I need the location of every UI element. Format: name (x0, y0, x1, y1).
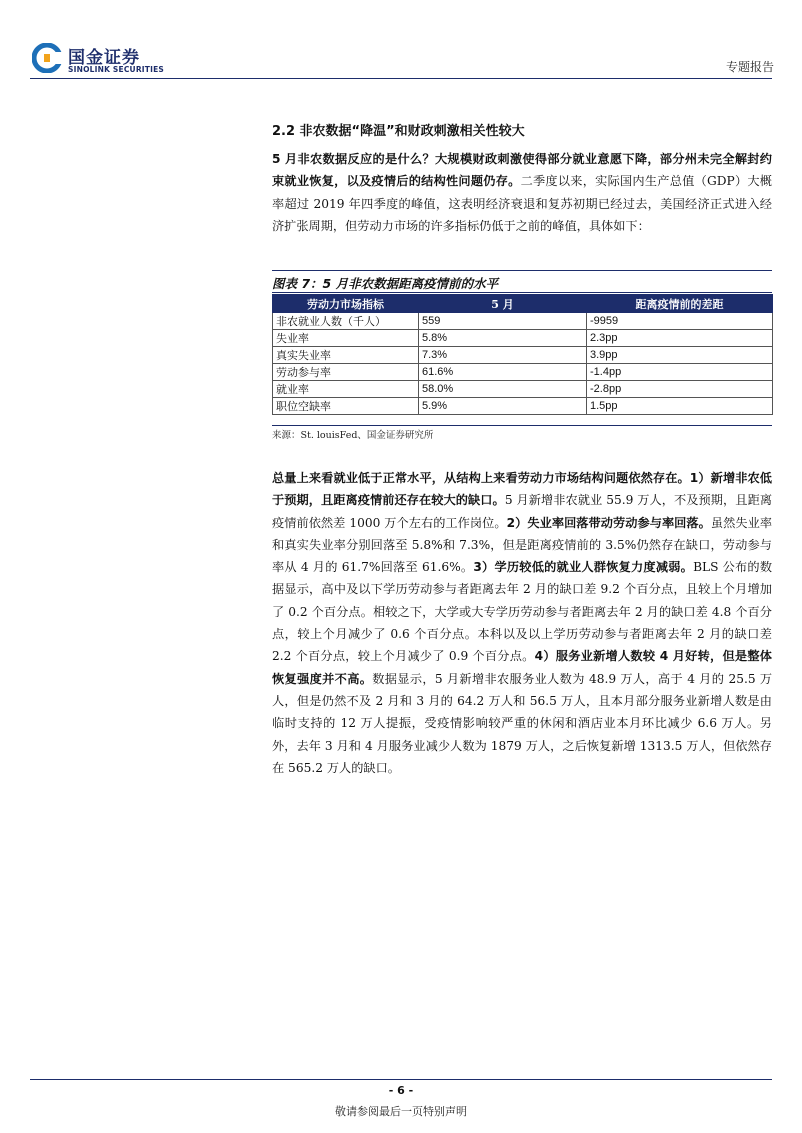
logo-chinese-name: 国金证券 (68, 48, 140, 68)
table-cell-value: 58.0% (419, 381, 587, 398)
table-row (273, 381, 773, 398)
sinolink-logo-icon (32, 43, 62, 73)
table-cell-indicator: 真实失业率 (273, 347, 419, 364)
table-row (273, 313, 773, 330)
table-cell-indicator: 职位空缺率 (273, 398, 419, 415)
table-cell-gap: 1.5pp (587, 398, 773, 415)
table-header-cell: 距离疫情前的差距 (587, 295, 773, 313)
table-cell-gap: 2.3pp (587, 330, 773, 347)
analysis-text-3: BLS 公布的数据显示，高中及以下学历劳动参与者距离去年 2 月的缺口差 9.2 个百分点，且较上个月增加了 0.2 个百分点。相较之下，大学或大专学历劳动参与者距离去年 2 月的缺口差 4.8 个百分点，较上个月减少了 0.6 个百分点。本科以及以上学历劳动参与者距离去年 2 月的缺口差 2.2 个百分点，较上个月减少了 0.9 个百分点。 (272, 560, 773, 664)
table-row (273, 398, 773, 415)
section-title: 2.2 非农数据“降温”和财政刺激相关性较大 (272, 124, 525, 139)
analysis-bold-2: 2）失业率回落带动劳动参与率回落。 (506, 515, 711, 530)
table-row (273, 330, 773, 347)
table-cell-value: 559 (419, 313, 587, 330)
header-divider (30, 78, 772, 79)
table-cell-gap: -9959 (587, 313, 773, 330)
page-number: - 6 - (388, 1084, 414, 1097)
table-header-row (273, 295, 773, 313)
table-header-cell: 5 月 (419, 295, 587, 313)
analysis-bold-4: 4）服务业新增人数较 4 月好转，但是整体恢复强度并不高。 (272, 649, 772, 686)
figure-title: 图表 7：5 月非农数据距离疫情前的水平 (272, 276, 499, 291)
paragraph-intro-body: 二季度以来，实际国内生产总值（GDP）大概率超过 2019 年四季度的峰值，这表明经济衰退和复苏初期已经过去，美国经济正式进入经济扩张周期，但劳动力市场的许多指标仍低于之前的峰值，具体如下： (272, 174, 772, 233)
table-row (273, 347, 773, 364)
page-header (28, 40, 774, 80)
analysis-text-4: 数据显示，5 月新增非农服务业人数为 48.9 万人，高于 4 月的 25.5 万人，但是仍然不及 2 月和 3 月的 64.2 万人和 56.5 万人，且本月部分服务业新增人数是由临时支持的 12 万人提振，受疫情影响较严重的休闲和酒店业本月环比减少 6.6 万人。另外，去年 3 月和 4 月服务业减少人数为 1879 万人，之后恢复新增 1313.5 万人，但依然存在 565.2 万人的缺口。 (272, 671, 773, 775)
table-cell-gap: -2.8pp (587, 381, 773, 398)
table-cell-indicator: 就业率 (273, 381, 419, 398)
figure-top-rule (272, 270, 772, 271)
footer-disclaimer: 敬请参阅最后一页特别声明 (335, 1105, 467, 1118)
paragraph-intro (272, 148, 772, 237)
labor-market-table (272, 294, 773, 415)
report-type-label: 专题报告 (725, 60, 774, 74)
table-bottom-rule (272, 425, 772, 426)
table-cell-indicator: 非农就业人数（千人） (273, 313, 419, 330)
table-header-cell: 劳动力市场指标 (273, 295, 419, 313)
table-cell-gap: 3.9pp (587, 347, 773, 364)
table-cell-value: 5.9% (419, 398, 587, 415)
table-cell-value: 61.6% (419, 364, 587, 381)
footer-divider (30, 1079, 772, 1080)
table-cell-value: 7.3% (419, 347, 587, 364)
paragraph-analysis (272, 467, 772, 779)
analysis-text-1: 5 月新增非农就业 55.9 万人，不及预期，且距离疫情前依然差 1000 万个左右的工作岗位。 (272, 493, 773, 530)
figure-title-rule (272, 292, 772, 293)
analysis-bold-3: 3）学历较低的就业人群恢复力度减弱。 (473, 560, 694, 575)
logo-english-name: SINOLINK SECURITIES (68, 65, 165, 74)
table-cell-gap: -1.4pp (587, 364, 773, 381)
analysis-text-2: 虽然失业率和真实失业率分别回落至 5.8%和 7.3%，但是距离疫情前的 3.5%仍然存在缺口，劳动参与率从 4 月的 61.7%回落至 61.6%。 (272, 515, 773, 575)
paragraph-intro-lead: 5 月非农数据反应的是什么？大规模财政刺激使得部分就业意愿下降，部分州未完全解封约束就业恢复，以及疫情后的结构性问题仍存。 (272, 152, 772, 189)
analysis-bold-1: 总量上来看就业低于正常水平，从结构上来看劳动力市场结构问题依然存在。1）新增非农低于预期，且距离疫情前还存在较大的缺口。 (272, 471, 772, 508)
table-cell-indicator: 劳动参与率 (273, 364, 419, 381)
table-row (273, 364, 773, 381)
figure-source: 来源：St. louisFed、国金证券研究所 (272, 430, 434, 441)
table-cell-indicator: 失业率 (273, 330, 419, 347)
table-cell-value: 5.8% (419, 330, 587, 347)
